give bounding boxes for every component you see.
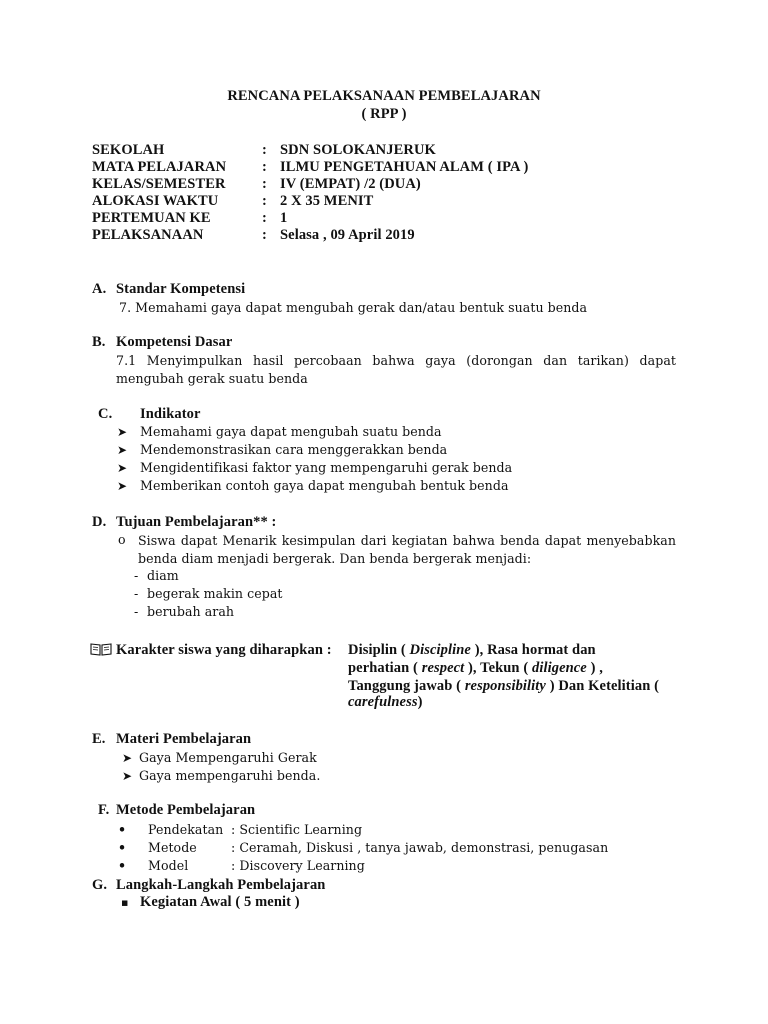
karakter-line-2 (348, 660, 603, 677)
langkah-item: Kegiatan Awal ( 5 menit ) (140, 894, 300, 910)
indicator-item: Mendemonstrasikan cara menggerakkan benda (140, 442, 448, 457)
dot-bullet-icon: • (118, 858, 127, 873)
karakter-text: ) Dan Ketelitian ( (545, 678, 660, 694)
identity-label: MATA PELAJARAN (92, 159, 227, 175)
karakter-line-1 (348, 642, 596, 659)
karakter-term: responsibility (464, 678, 546, 694)
metode-label: Metode (148, 840, 197, 855)
indicator-item: Memahami gaya dapat mengubah suatu benda (140, 424, 442, 439)
karakter-text: ), Tekun ( (464, 660, 532, 676)
karakter-text: perhatian ( (348, 660, 422, 676)
identity-value: 1 (280, 210, 288, 226)
section-b-letter: B. (92, 334, 106, 350)
arrow-bullet-icon: ➤ (122, 751, 133, 765)
metode-label: Pendekatan (148, 822, 224, 837)
square-bullet-icon: ▪ (121, 896, 129, 909)
identity-sep: : (262, 227, 267, 243)
identity-label: KELAS/SEMESTER (92, 176, 226, 192)
karakter-term: Discipline (409, 642, 471, 658)
identity-value: 2 X 35 MENIT (280, 193, 374, 209)
arrow-bullet-icon: ➤ (117, 425, 128, 439)
section-b-heading: Kompetensi Dasar (116, 334, 233, 350)
section-d-text: Siswa dapat Menarik kesimpulan dari kegiatan bahwa benda dapat menyebabkan benda diam menjadi bergerak. Dan benda bergerak menjadi: (138, 533, 676, 566)
karakter-text: ) , (586, 660, 603, 676)
indicator-item: Mengidentifikasi faktor yang mempengaruhi gerak benda (140, 460, 513, 475)
karakter-term: respect (421, 660, 465, 676)
identity-sep: : (262, 159, 267, 175)
materi-item: Gaya Mempengaruhi Gerak (139, 750, 317, 765)
identity-value: Selasa , 09 April 2019 (280, 227, 415, 243)
karakter-line-4 (348, 694, 423, 711)
metode-value: : Scientific Learning (231, 822, 363, 837)
identity-label: SEKOLAH (92, 142, 165, 158)
section-f-heading: Metode Pembelajaran (116, 802, 256, 818)
karakter-text: Disiplin ( (348, 642, 410, 658)
dash-bullet: - (134, 568, 139, 583)
karakter-text: ), Rasa hormat dan (470, 642, 596, 658)
section-c-heading: Indikator (140, 406, 201, 422)
metode-value: : Discovery Learning (231, 858, 365, 873)
identity-value: IV (EMPAT) /2 (DUA) (280, 176, 421, 192)
identity-sep: : (262, 210, 267, 226)
identity-value: ILMU PENGETAHUAN ALAM ( IPA ) (280, 159, 529, 175)
karakter-term: carefulness (348, 694, 418, 710)
section-d-letter: D. (92, 514, 107, 530)
identity-sep: : (262, 142, 267, 158)
arrow-bullet-icon: ➤ (117, 461, 128, 475)
objective-subitem: berubah arah (147, 604, 235, 619)
book-icon (90, 642, 112, 659)
section-f-letter: F. (98, 802, 110, 818)
document-subtitle: ( RPP ) (361, 106, 407, 122)
dash-bullet: - (134, 586, 139, 601)
section-g-heading: Langkah-Langkah Pembelajaran (116, 877, 326, 893)
identity-sep: : (262, 176, 267, 192)
dot-bullet-icon: • (118, 840, 127, 855)
objective-subitem: begerak makin cepat (147, 586, 283, 601)
metode-value: : Ceramah, Diskusi , tanya jawab, demonstrasi, penugasan (231, 840, 609, 855)
section-a-letter: A. (92, 281, 107, 297)
document-title: RENCANA PELAKSANAAN PEMBELAJARAN (227, 88, 541, 104)
dot-bullet-icon: • (118, 822, 127, 837)
identity-value: SDN SOLOKANJERUK (280, 142, 436, 158)
identity-label: ALOKASI WAKTU (92, 193, 219, 209)
indicator-item: Memberikan contoh gaya dapat mengubah bentuk benda (140, 478, 509, 493)
section-c-letter: C. (98, 406, 113, 422)
karakter-line-3 (348, 678, 659, 695)
identity-label: PERTEMUAN KE (92, 210, 211, 226)
identity-sep: : (262, 193, 267, 209)
book-icon-svg (90, 642, 112, 656)
section-b-text: 7.1 Menyimpulkan hasil percobaan bahwa gaya (dorongan dan tarikan) dapat mengubah gerak suatu benda (116, 353, 676, 386)
karakter-label: Karakter siswa yang diharapkan : (116, 642, 332, 658)
arrow-bullet-icon: ➤ (122, 769, 133, 783)
objective-subitem: diam (147, 568, 179, 583)
section-a-text: 7. Memahami gaya dapat mengubah gerak dan/atau bentuk suatu benda (119, 300, 588, 315)
circle-bullet-icon: o (118, 532, 126, 547)
materi-item: Gaya mempengaruhi benda. (139, 768, 321, 783)
dash-bullet: - (134, 604, 139, 619)
section-e-letter: E. (92, 731, 106, 747)
section-d-heading: Tujuan Pembelajaran** : (116, 514, 277, 530)
arrow-bullet-icon: ➤ (117, 479, 128, 493)
metode-label: Model (148, 858, 189, 873)
arrow-bullet-icon: ➤ (117, 443, 128, 457)
karakter-text: ) (417, 694, 423, 710)
section-g-letter: G. (92, 877, 108, 893)
identity-label: PELAKSANAAN (92, 227, 204, 243)
karakter-term: diligence (531, 660, 587, 676)
karakter-text: Tanggung jawab ( (348, 678, 465, 694)
section-e-heading: Materi Pembelajaran (116, 731, 252, 747)
section-a-heading: Standar Kompetensi (116, 281, 246, 297)
